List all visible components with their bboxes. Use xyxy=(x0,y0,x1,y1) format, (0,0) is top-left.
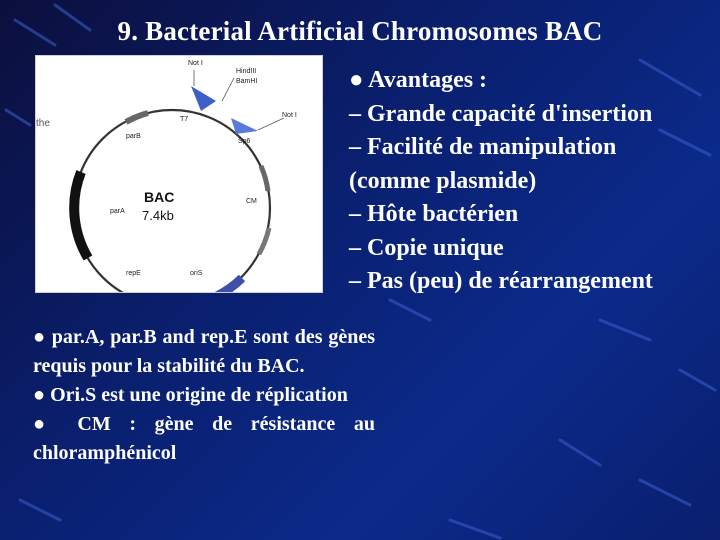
label-bamhi: BamHI xyxy=(236,78,258,85)
label-cm: CM xyxy=(246,198,257,205)
note-oris: ● Ori.S est une origine de réplication xyxy=(33,384,348,406)
figure-labels xyxy=(36,56,322,292)
label-bac: BAC xyxy=(144,189,175,205)
advantage-item: – Hôte bactérien xyxy=(349,201,519,227)
advantage-item: – Copie unique xyxy=(349,234,504,261)
label-para: parA xyxy=(110,208,125,215)
label-edge-text: the xyxy=(36,118,50,129)
label-not1-right: Not I xyxy=(282,112,297,119)
label-not1-top: Not I xyxy=(188,60,203,67)
advantage-item: – Pas (peu) de réarrangement xyxy=(349,268,653,294)
slide-title: 9. Bacterial Artificial Chromosomes BAC xyxy=(117,16,603,46)
label-parb: parB xyxy=(126,133,141,140)
advantage-item: – Grande capacité d'insertion xyxy=(349,100,653,127)
label-hindiii: HindIII xyxy=(236,68,257,75)
advantage-item: – Facilité de manipulation xyxy=(349,134,617,160)
label-repe: repE xyxy=(126,270,141,277)
label-sp6: Sp6 xyxy=(238,138,251,145)
advantages-heading: ● Avantages : xyxy=(349,67,488,93)
label-t7: T7 xyxy=(180,116,189,123)
label-size: 7.4kb xyxy=(142,208,174,223)
note-cm: ● CM : gène de résistance au chloramphénicol xyxy=(33,413,375,464)
advantages-list xyxy=(349,64,719,299)
note-genes-stability: ● par.A, par.B and rep.E sont des gènes requis pour la stabilité du BAC. xyxy=(33,326,375,377)
advantage-item: (comme plasmide) xyxy=(349,167,537,194)
label-oris: oriS xyxy=(190,270,203,277)
notes-block xyxy=(33,323,375,468)
